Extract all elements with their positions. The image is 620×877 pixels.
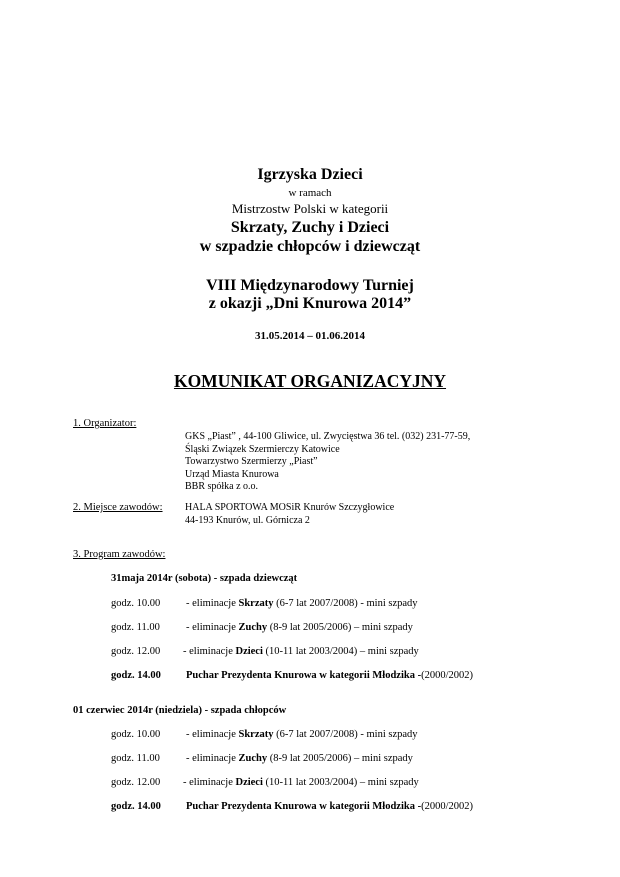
row-details: (8-9 lat 2005/2006) – mini szpady [267,622,413,633]
row-category: Skrzaty [238,729,274,740]
organizer-line: Towarzystwo Szermierzy „Piast” [185,456,318,467]
tournament-occasion: z okazji „Dni Knurowa 2014” [208,295,412,312]
row-prefix: - eliminacje [183,777,236,788]
row-category: Dzieci [235,646,263,657]
row-category: Skrzaty [238,598,274,609]
subtitle-categories: Skrzaty, Zuchy i Dzieci [230,219,390,236]
row-prefix: - eliminacje [183,646,236,657]
final-title: Puchar Prezydenta Knurowa w kategorii Młodzika - [186,801,422,812]
day2-row-desc [183,777,419,788]
subtitle-championship: Mistrzostw Polski w kategorii [231,201,389,216]
organizer-line: Śląski Związek Szermierczy Katowice [185,443,340,455]
day2-row-time: godz. 12.00 [111,777,161,788]
venue-address: 44-193 Knurów, ul. Górnicza 2 [185,515,310,526]
day1-row-time: godz. 12.00 [111,646,161,657]
day1-row-desc [183,646,419,657]
final-years: (2000/2002) [421,801,473,812]
row-details: (10-11 lat 2003/2004) – mini szpady [262,777,419,788]
day2-row-time: godz. 11.00 [111,753,160,764]
row-details: (8-9 lat 2005/2006) – mini szpady [267,753,413,764]
row-category: Zuchy [238,753,268,764]
venue-label: 2. Miejsce zawodów: [73,502,163,513]
row-prefix: - eliminacje [186,729,239,740]
subtitle-weapon: w szpadzie chłopców i dziewcząt [199,238,421,255]
row-details: (10-11 lat 2003/2004) – mini szpady [262,646,419,657]
row-prefix: - eliminacje [186,622,239,633]
document-title: Igrzyska Dzieci [257,166,363,183]
organizer-line: GKS „Piast” , 44-100 Gliwice, ul. Zwycięstwa 36 tel. (032) 231-77-59, [185,431,471,442]
day1-final-desc [186,670,473,681]
organizer-line: BBR spółka z o.o. [185,481,259,492]
row-details: (6-7 lat 2007/2008) - mini szpady [273,598,418,609]
program-label: 3. Program zawodów: [73,549,166,560]
day2-row-desc [186,729,418,740]
row-prefix: - eliminacje [186,753,239,764]
event-dates: 31.05.2014 – 01.06.2014 [255,330,365,342]
row-prefix: - eliminacje [186,598,239,609]
organizer-label: 1. Organizator: [73,418,137,429]
day2-row-desc [186,753,413,764]
row-details: (6-7 lat 2007/2008) - mini szpady [273,729,418,740]
row-category: Zuchy [238,622,268,633]
row-category: Dzieci [235,777,263,788]
day1-row-desc [186,622,413,633]
day2-row-time: godz. 10.00 [111,729,161,740]
organizer-list [185,431,470,494]
final-years: (2000/2002) [421,670,473,681]
venue-name: HALA SPORTOWA MOSiR Knurów Szczygłowice [185,502,395,513]
communique-heading: KOMUNIKAT ORGANIZACYJNY [173,371,447,391]
organizer-line: Urząd Miasta Knurowa [185,468,279,480]
day2-final-time: godz. 14.00 [111,801,161,812]
tournament-name: VIII Międzynarodowy Turniej [206,277,414,294]
day1-row-time: godz. 11.00 [111,622,160,633]
day2-final-desc [186,801,473,812]
day1-final-time: godz. 14.00 [111,670,161,681]
final-title: Puchar Prezydenta Knurowa w kategorii Młodzika - [186,670,422,681]
day2-title: 01 czerwiec 2014r (niedziela) - szpada chłopców [73,705,287,716]
day1-row-desc [186,598,418,609]
subtitle-w-ramach: w ramach [288,187,332,199]
day1-title: 31maja 2014r (sobota) - szpada dziewcząt [111,573,298,584]
day1-row-time: godz. 10.00 [111,598,161,609]
